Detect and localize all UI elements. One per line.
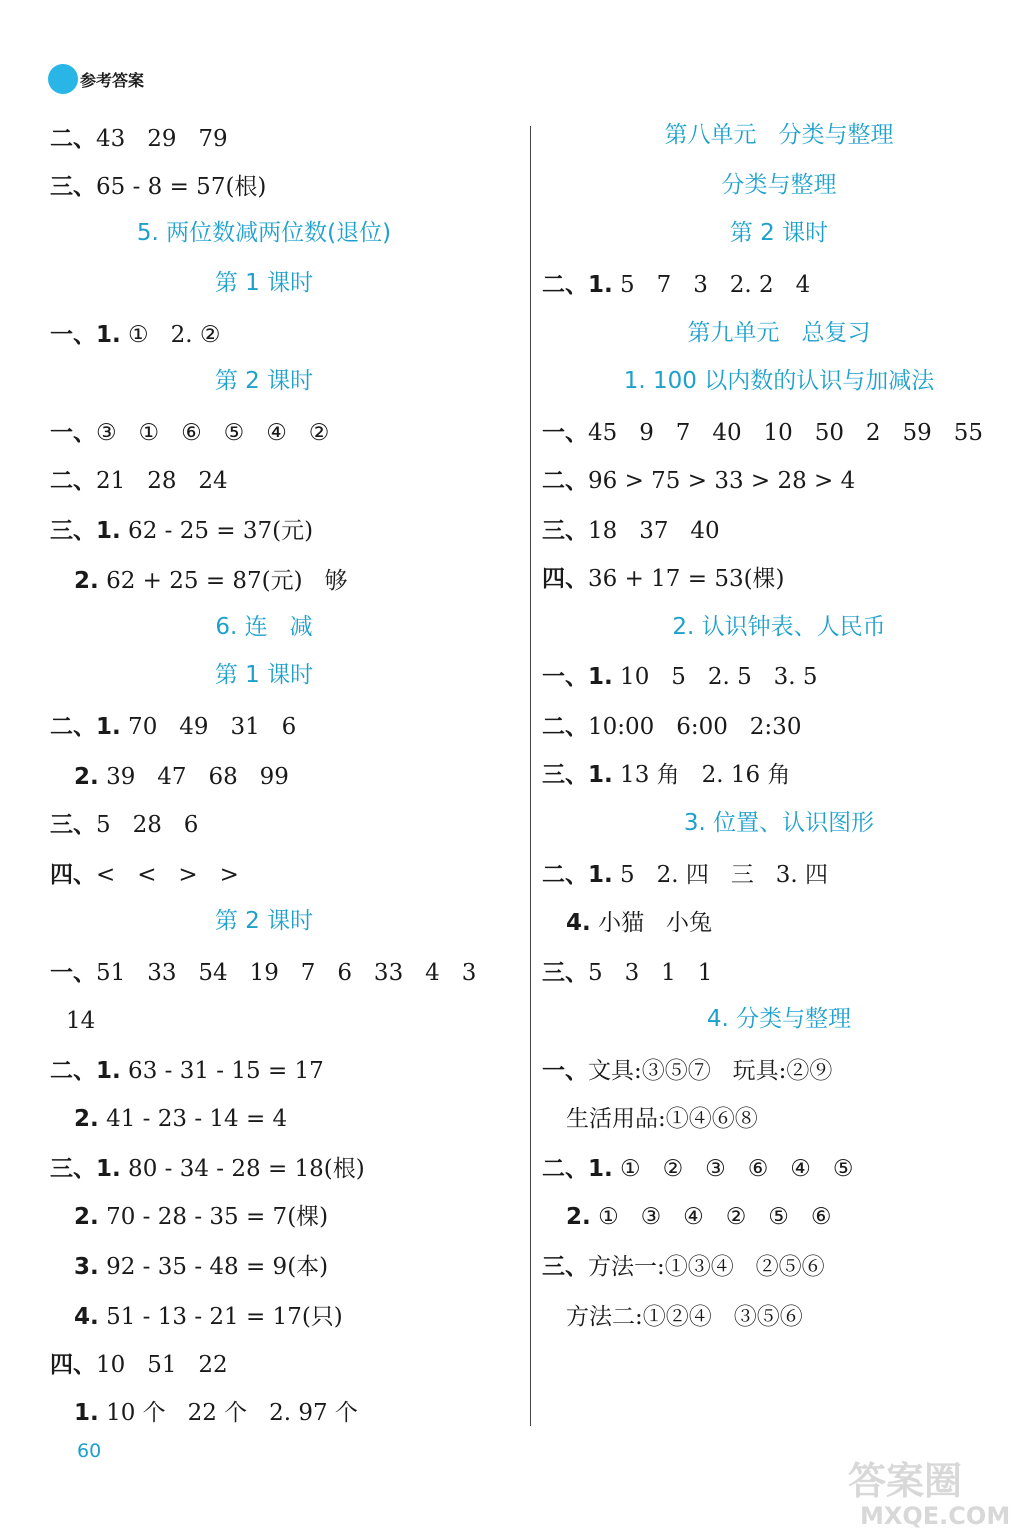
- answer-label: [542, 1106, 566, 1132]
- answer-label: 4.: [542, 910, 591, 936]
- answer-line: [50, 516, 313, 546]
- answer-content: 70 - 28 - 35 = 7(棵): [98, 1204, 329, 1230]
- answer-line: [542, 418, 983, 448]
- answer-label: 二、: [542, 714, 588, 740]
- section-heading: 第 2 课时: [214, 908, 314, 934]
- answer-content: ① ② ③ ⑥ ④ ⑤: [612, 1156, 854, 1182]
- answer-line: [50, 172, 266, 202]
- answer-content: 65 - 8 = 57(根): [96, 174, 267, 200]
- answer-content: 43 29 79: [96, 126, 228, 152]
- answer-line: [50, 466, 228, 496]
- answer-line: [50, 418, 329, 448]
- answer-line: [50, 1350, 228, 1380]
- answer-label: 三、: [50, 174, 96, 200]
- section-heading: 3. 位置、认识图形: [683, 810, 875, 836]
- answer-line: [50, 1006, 95, 1036]
- answer-content: 文具:③⑤⑦ 玩具:②⑨: [588, 1058, 833, 1084]
- answer-content: 39 47 68 99: [98, 764, 289, 790]
- answer-content: 70 49 31 6: [120, 714, 297, 740]
- answer-label: 四、: [542, 566, 588, 592]
- answer-label: 一、: [542, 420, 588, 446]
- answer-label: 2.: [542, 1204, 591, 1230]
- answer-label: 二、: [50, 468, 96, 494]
- answer-line: [50, 320, 221, 350]
- answer-content: 41 - 23 - 14 = 4: [98, 1106, 288, 1132]
- answer-label: [50, 1008, 66, 1034]
- answer-label: 三、: [50, 812, 96, 838]
- answer-line: [50, 566, 348, 596]
- answer-label: 三、1.: [50, 518, 121, 544]
- answer-content: 36 + 17 = 53(棵): [588, 566, 785, 592]
- answer-label: 二、: [50, 126, 96, 152]
- section-heading: 第八单元 分类与整理: [664, 122, 894, 148]
- page-number: 60: [77, 1440, 102, 1462]
- answer-content: 10 51 22: [96, 1352, 228, 1378]
- answer-line: [50, 712, 296, 742]
- answer-label: 2.: [50, 764, 99, 790]
- answer-line: [542, 958, 712, 988]
- section-heading: 6. 连 减: [215, 614, 313, 640]
- section-heading: 第九单元 总复习: [687, 320, 871, 346]
- answer-label: 一、: [50, 420, 96, 446]
- answer-line: [50, 762, 289, 792]
- answer-label: 1.: [50, 1400, 99, 1426]
- column-divider: [530, 126, 531, 1426]
- answer-line: [542, 712, 801, 742]
- answer-content: 14: [66, 1008, 96, 1034]
- answer-label: 三、: [542, 1254, 588, 1280]
- answer-line: [50, 1302, 343, 1332]
- answer-content: 10 个 22 个 2. 97 个: [98, 1400, 358, 1426]
- answer-label: 三、1.: [50, 1156, 121, 1182]
- answer-label: 2.: [50, 568, 99, 594]
- header-title: 参考答案: [80, 70, 145, 90]
- answer-label: 二、: [542, 468, 588, 494]
- answer-content: ③ ① ⑥ ⑤ ④ ②: [96, 420, 330, 446]
- answer-label: 四、: [50, 862, 96, 888]
- answer-line: [542, 860, 828, 890]
- answer-line: [542, 466, 855, 496]
- section-heading: 第 1 课时: [214, 270, 314, 296]
- answer-label: 二、1.: [50, 714, 121, 740]
- answer-content: 10 5 2. 5 3. 5: [612, 664, 818, 690]
- answer-content: 方法一:①③④ ②⑤⑥: [588, 1254, 825, 1280]
- answer-content: 92 - 35 - 48 = 9(本): [98, 1254, 329, 1280]
- answer-content: 18 37 40: [588, 518, 720, 544]
- answer-label: 二、1.: [542, 1156, 613, 1182]
- answer-line: [542, 908, 712, 938]
- answer-label: 二、1.: [542, 862, 613, 888]
- answer-line: [542, 760, 790, 790]
- answer-label: 四、: [50, 1352, 96, 1378]
- answer-label: 一、1.: [542, 664, 613, 690]
- answer-content: 45 9 7 40 10 50 2 59 55: [588, 420, 983, 446]
- answer-content: 63 - 31 - 15 = 17: [120, 1058, 324, 1084]
- answer-line: [50, 1398, 358, 1428]
- answer-content: 10:00 6:00 2:30: [588, 714, 802, 740]
- answer-line: [542, 270, 810, 300]
- answer-content: 小猫 小兔: [590, 910, 713, 936]
- answer-line: [542, 1252, 825, 1282]
- answer-label: 三、: [542, 960, 588, 986]
- answer-line: [542, 1056, 832, 1086]
- answer-line: [50, 810, 198, 840]
- answer-line: [50, 860, 239, 890]
- answer-content: 96 > 75 > 33 > 28 > 4: [588, 468, 856, 494]
- answer-line: [50, 1104, 287, 1134]
- answer-content: < < > >: [96, 862, 239, 888]
- answer-content: 62 + 25 = 87(元) 够: [98, 568, 348, 594]
- page-header: [48, 64, 144, 94]
- answer-content: 5 7 3 2. 2 4: [612, 272, 811, 298]
- answer-label: 二、1.: [50, 1058, 121, 1084]
- answer-line: [542, 1202, 831, 1232]
- answer-line: [50, 124, 228, 154]
- answer-line: [542, 1154, 853, 1184]
- answer-content: 方法二:①②④ ③⑤⑥: [566, 1304, 803, 1330]
- answer-label: [542, 1304, 566, 1330]
- answer-content: ① 2. ②: [120, 322, 221, 348]
- section-heading: 1. 100 以内数的认识与加减法: [623, 368, 935, 394]
- answer-label: 一、1.: [50, 322, 121, 348]
- section-heading: 2. 认识钟表、人民币: [672, 614, 886, 640]
- answer-line: [542, 1302, 803, 1332]
- answer-label: 2.: [50, 1106, 99, 1132]
- answer-label: 4.: [50, 1304, 99, 1330]
- answer-line: [542, 662, 818, 692]
- answer-label: 三、1.: [542, 762, 613, 788]
- answer-content: 51 33 54 19 7 6 33 4 3: [96, 960, 477, 986]
- answer-content: 51 - 13 - 21 = 17(只): [98, 1304, 343, 1330]
- answer-label: 3.: [50, 1254, 99, 1280]
- section-heading: 4. 分类与整理: [706, 1006, 852, 1032]
- answer-line: [50, 1154, 365, 1184]
- answer-line: [50, 958, 476, 988]
- watermark-logo: [840, 1450, 1020, 1530]
- section-heading: 分类与整理: [721, 172, 837, 198]
- answer-content: 13 角 2. 16 角: [612, 762, 791, 788]
- answer-line: [50, 1202, 328, 1232]
- answer-content: ① ③ ④ ② ⑤ ⑥: [590, 1204, 832, 1230]
- answer-content: 80 - 34 - 28 = 18(根): [120, 1156, 365, 1182]
- section-heading: 第 1 课时: [214, 662, 314, 688]
- answer-content: 21 28 24: [96, 468, 228, 494]
- answer-label: 2.: [50, 1204, 99, 1230]
- section-heading: 5. 两位数减两位数(退位): [136, 220, 392, 246]
- section-heading: 第 2 课时: [729, 220, 829, 246]
- answer-content: 5 28 6: [96, 812, 199, 838]
- answer-line: [50, 1056, 324, 1086]
- answer-content: 62 - 25 = 37(元): [120, 518, 314, 544]
- watermark-text: 答案圈: [848, 1459, 963, 1503]
- answer-line: [50, 1252, 328, 1282]
- answer-content: 5 3 1 1: [588, 960, 713, 986]
- answer-label: 二、1.: [542, 272, 613, 298]
- watermark-url: MXQE.COM: [860, 1502, 1011, 1530]
- header-badge-icon: [48, 64, 78, 94]
- answer-label: 一、: [50, 960, 96, 986]
- answer-content: 生活用品:①④⑥⑧: [566, 1106, 758, 1132]
- answer-label: 三、: [542, 518, 588, 544]
- answer-content: 5 2. 四 三 3. 四: [612, 862, 829, 888]
- answer-line: [542, 564, 785, 594]
- answer-label: 一、: [542, 1058, 588, 1084]
- section-heading: 第 2 课时: [214, 368, 314, 394]
- answer-line: [542, 1104, 758, 1134]
- answer-line: [542, 516, 720, 546]
